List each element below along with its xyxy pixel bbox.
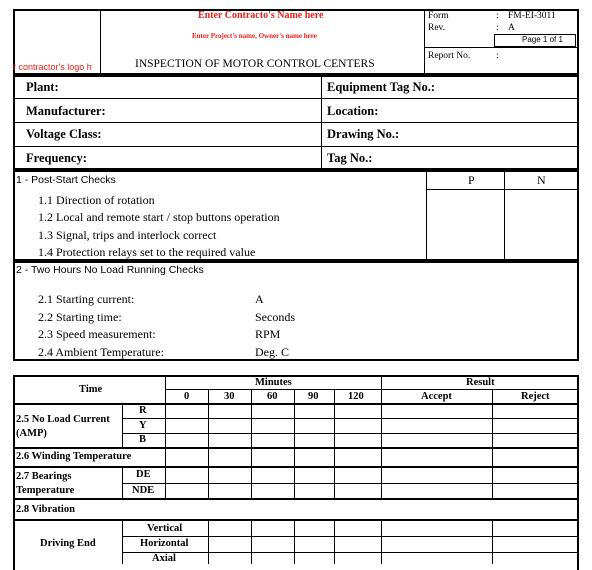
equipment-tag-label: Equipment Tag No.: (327, 80, 436, 94)
report-no-label: Report No. (428, 51, 471, 61)
phase-label: R (139, 405, 147, 416)
axis-label: Horizontal (140, 538, 189, 549)
frequency-label: Frequency: (26, 151, 87, 165)
minute-col: 60 (267, 391, 278, 402)
no-load-current-label: 2.5 No Load Current (AMP) (16, 414, 110, 439)
phase-label: B (139, 434, 147, 445)
bearing-end-label: DE (136, 469, 151, 480)
page-indicator: Page 1 of 1 (522, 35, 563, 44)
minute-col: 120 (348, 391, 364, 402)
minute-col: 0 (184, 391, 190, 402)
section2-title: 2 - Two Hours No Load Running Checks (16, 264, 204, 276)
running-check-unit: A (255, 292, 264, 306)
contractor-name: Enter Contracto's Name here (198, 10, 324, 21)
running-check-unit: Seconds (255, 310, 295, 324)
check-item: 1.1 Direction of rotation (38, 193, 155, 207)
rev-value: A (508, 23, 515, 33)
time-header: Time (79, 384, 103, 395)
driving-end-label: Driving End (40, 538, 96, 549)
reject-header: Reject (521, 391, 550, 402)
rev-colon: : (496, 23, 499, 33)
plant-label: Plant: (26, 80, 59, 94)
col-p-header: P (468, 173, 475, 187)
minute-col: 30 (224, 391, 235, 402)
form-number: FM-EI-3011 (508, 11, 556, 21)
bearing-end-label: NDE (132, 485, 155, 496)
bearings-temperature-label: 2.7 Bearings Temperature (16, 471, 75, 496)
form-title: INSPECTION OF MOTOR CONTROL CENTERS (135, 58, 375, 70)
minutes-header: Minutes (255, 377, 292, 388)
drawing-no-label: Drawing No.: (327, 127, 400, 141)
rev-label: Rev. (428, 23, 446, 33)
check-item: 1.4 Protection relays set to the required value (38, 245, 256, 259)
report-no-colon: : (496, 51, 499, 61)
check-item: 1.3 Signal, trips and interlock correct (38, 228, 217, 242)
form-label: Form (428, 11, 449, 21)
winding-temperature-label: 2.6 Winding Temperature (16, 451, 132, 462)
result-header: Result (466, 377, 495, 388)
running-check-label: 2.2 Starting time: (38, 310, 122, 324)
col-n-header: N (537, 173, 546, 187)
minute-col: 90 (308, 391, 319, 402)
phase-label: Y (139, 420, 147, 431)
vibration-label: 2.8 Vibration (16, 504, 75, 515)
accept-header: Accept (421, 391, 452, 402)
axis-label: Vertical (147, 523, 183, 534)
section1-title: 1 - Post-Start Checks (16, 174, 116, 186)
manufacturer-label: Manufacturer: (26, 104, 106, 118)
voltage-class-label: Voltage Class: (26, 127, 102, 141)
running-check-label: 2.4 Ambient Temperature: (38, 345, 164, 359)
running-check-unit: Deg. C (255, 345, 289, 359)
running-check-label: 2.1 Starting current: (38, 292, 135, 306)
running-check-label: 2.3 Speed measurement: (38, 327, 156, 341)
tag-no-label: Tag No.: (327, 151, 373, 165)
contractor-logo-placeholder: r contractor's logo h (13, 62, 92, 72)
check-item: 1.2 Local and remote start / stop buttons operation (38, 210, 280, 224)
location-label: Location: (327, 104, 379, 118)
running-check-unit: RPM (255, 327, 281, 341)
axis-label: Axial (152, 553, 176, 564)
project-owner-name: Enter Project's name, Owner's name here (192, 32, 317, 40)
form-colon: : (496, 11, 499, 21)
